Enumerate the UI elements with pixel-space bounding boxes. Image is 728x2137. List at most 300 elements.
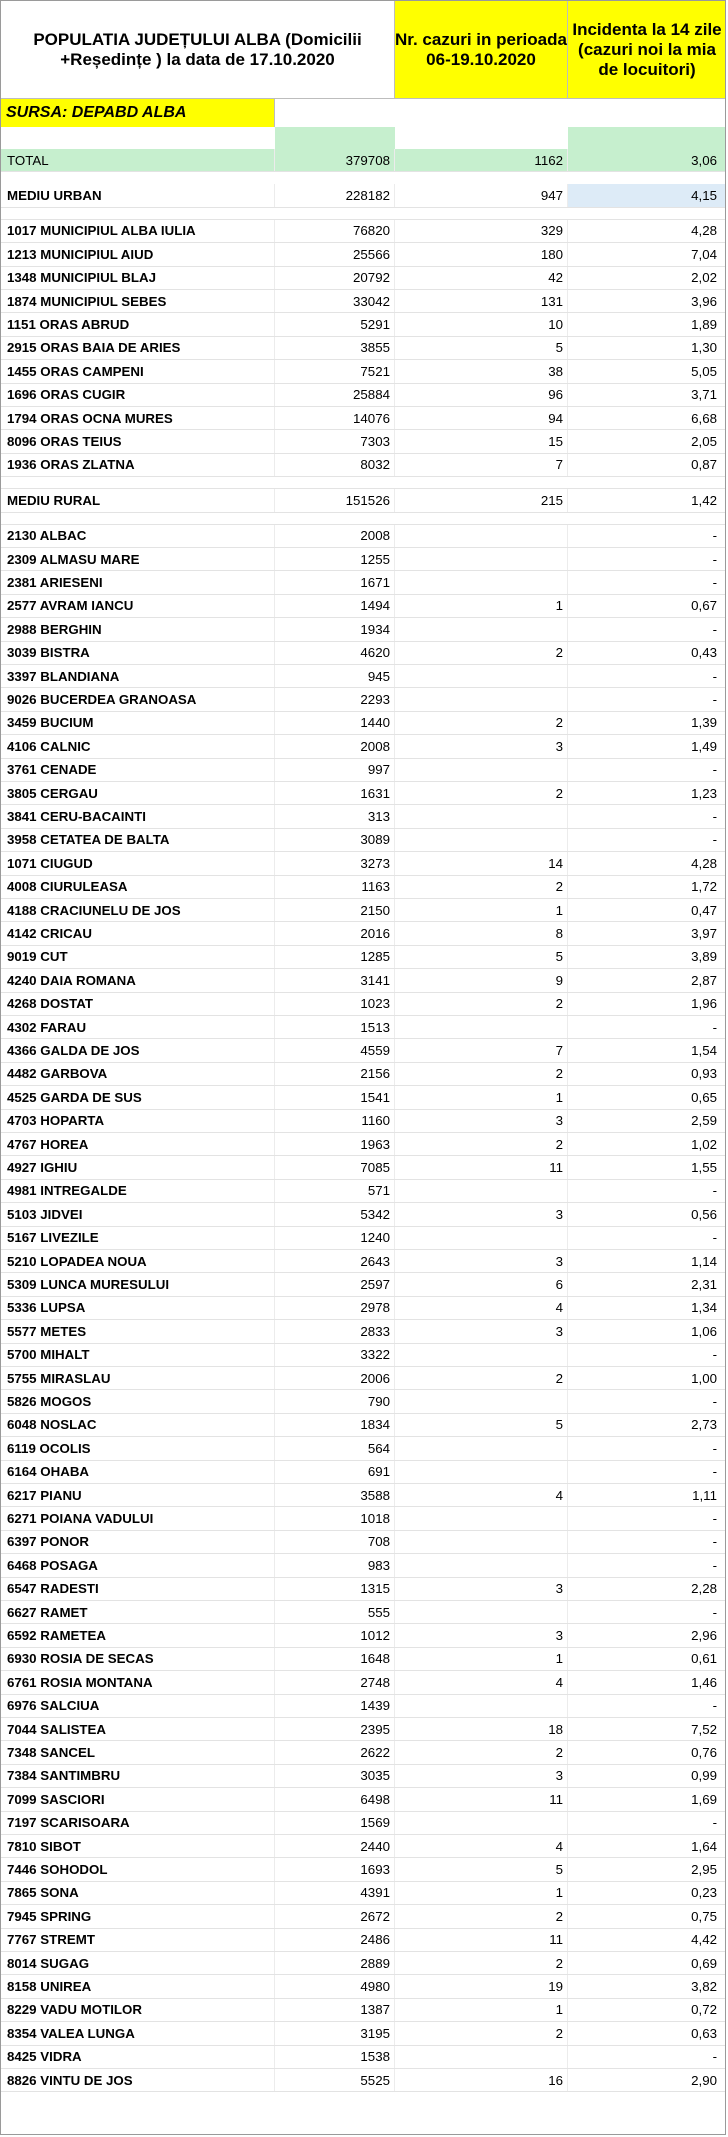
rural-row: [1, 1344, 726, 1367]
population-cell: 2833: [275, 1320, 395, 1342]
population-cell: 983: [275, 1554, 395, 1576]
cases-cell: [395, 1390, 568, 1412]
locality-cell: 7099 SASCIORI: [1, 1788, 275, 1810]
incidence-cell: 1,42: [691, 492, 717, 508]
rural-row: [1, 1882, 726, 1905]
locality-cell: 4008 CIURULEASA: [1, 876, 275, 898]
incidence-cell: 3,82: [691, 1979, 717, 1995]
cases-cell: [395, 571, 568, 593]
cases-cell: [395, 1344, 568, 1366]
cases-cell: 2: [395, 642, 568, 664]
rural-row: [1, 1507, 726, 1530]
population-cell: 228182: [275, 184, 395, 206]
rural-row: [1, 1929, 726, 1952]
incidence-cell: 1,49: [691, 738, 717, 754]
cases-cell: 3: [395, 1320, 568, 1342]
incidence-cell: 1,55: [691, 1160, 717, 1176]
rural-row: [1, 1905, 726, 1928]
urban-row: [1, 430, 726, 453]
rural-row: [1, 1437, 726, 1460]
rural-row: [1, 642, 726, 665]
population-cell: 2395: [275, 1718, 395, 1740]
incidence-cell: 1,30: [691, 340, 717, 356]
population-cell: 997: [275, 759, 395, 781]
locality-cell: 4482 GARBOVA: [1, 1063, 275, 1085]
locality-cell: 8014 SUGAG: [1, 1952, 275, 1974]
rural-row: [1, 1110, 726, 1133]
incidence-cell: 1,06: [691, 1323, 717, 1339]
locality-cell: 6119 OCOLIS: [1, 1437, 275, 1459]
urban-summary-row: [1, 184, 726, 207]
cases-cell: 3: [395, 1110, 568, 1132]
population-cell: 3322: [275, 1344, 395, 1366]
population-cell: 2016: [275, 922, 395, 944]
rural-row: [1, 829, 726, 852]
population-cell: 3035: [275, 1765, 395, 1787]
locality-cell: 2130 ALBAC: [1, 525, 275, 547]
population-cell: 2008: [275, 735, 395, 757]
population-cell: 7303: [275, 430, 395, 452]
incidence-cell: -: [712, 1230, 717, 1246]
rural-row: [1, 759, 726, 782]
cases-cell: 2: [395, 712, 568, 734]
cases-cell: 3: [395, 1203, 568, 1225]
locality-cell: 4106 CALNIC: [1, 735, 275, 757]
cases-cell: 4: [395, 1671, 568, 1693]
population-cell: 1494: [275, 595, 395, 617]
urban-row: [1, 384, 726, 407]
empty-row: [1, 513, 726, 525]
population-cell: 3588: [275, 1484, 395, 1506]
urban-row: [1, 290, 726, 313]
population-cell: 2978: [275, 1297, 395, 1319]
incidence-cell: 0,72: [691, 2002, 717, 2018]
incidence-cell: 1,00: [691, 1370, 717, 1386]
incidence-cell: -: [712, 2049, 717, 2065]
population-cell: 3195: [275, 2022, 395, 2044]
population-cell: 5525: [275, 2069, 395, 2091]
cases-cell: [395, 1554, 568, 1576]
locality-cell: 9026 BUCERDEA GRANOASA: [1, 688, 275, 710]
incidence-cell: 1,46: [691, 1674, 717, 1690]
rural-row: [1, 2069, 726, 2092]
population-cell: 1934: [275, 618, 395, 640]
cases-cell: 16: [395, 2069, 568, 2091]
incidence-cell: 0,93: [691, 1066, 717, 1082]
locality-cell: 6930 ROSIA DE SECAS: [1, 1648, 275, 1670]
rural-row: [1, 735, 726, 758]
locality-cell: 6048 NOSLAC: [1, 1414, 275, 1436]
rural-row: [1, 2046, 726, 2069]
locality-cell: 5336 LUPSA: [1, 1297, 275, 1319]
locality-cell: 8354 VALEA LUNGA: [1, 2022, 275, 2044]
cases-cell: 18: [395, 1718, 568, 1740]
cases-cell: 2: [395, 1367, 568, 1389]
locality-cell: 7384 SANTIMBRU: [1, 1765, 275, 1787]
incidence-cell: -: [712, 668, 717, 684]
incidence-cell: -: [712, 1394, 717, 1410]
rural-row: [1, 852, 726, 875]
population-cell: 555: [275, 1601, 395, 1623]
population-cell: 7085: [275, 1156, 395, 1178]
incidence-cell: -: [712, 1815, 717, 1831]
rural-row: [1, 2022, 726, 2045]
population-cell: 1963: [275, 1133, 395, 1155]
cases-cell: 3: [395, 1250, 568, 1272]
cases-cell: 4: [395, 1297, 568, 1319]
rural-row: [1, 548, 726, 571]
incidence-cell: 1,39: [691, 715, 717, 731]
population-cell: 76820: [275, 220, 395, 242]
cases-cell: [395, 1461, 568, 1483]
cases-cell: 1: [395, 1882, 568, 1904]
locality-cell: 1936 ORAS ZLATNA: [1, 454, 275, 476]
population-cell: 1440: [275, 712, 395, 734]
urban-row: [1, 243, 726, 266]
cases-cell: 1: [395, 1086, 568, 1108]
locality-cell: 1348 MUNICIPIUL BLAJ: [1, 267, 275, 289]
rural-row: [1, 1975, 726, 1998]
cases-cell: 19: [395, 1975, 568, 1997]
rural-row: [1, 618, 726, 641]
empty-row: [1, 208, 726, 220]
urban-row: [1, 454, 726, 477]
cases-cell: 3: [395, 1765, 568, 1787]
rural-row: [1, 1039, 726, 1062]
population-cell: 1693: [275, 1858, 395, 1880]
cases-cell: [395, 548, 568, 570]
cases-cell: 3: [395, 1624, 568, 1646]
cases-cell: [395, 2046, 568, 2068]
rural-row: [1, 1858, 726, 1881]
incidence-cell: 2,73: [691, 1417, 717, 1433]
locality-cell: 4240 DAIA ROMANA: [1, 969, 275, 991]
locality-cell: 8096 ORAS TEIUS: [1, 430, 275, 452]
incidence-cell: 4,28: [691, 223, 717, 239]
population-cell: 3141: [275, 969, 395, 991]
locality-cell: 7945 SPRING: [1, 1905, 275, 1927]
locality-cell: 1455 ORAS CAMPENI: [1, 360, 275, 382]
cases-cell: 329: [395, 220, 568, 242]
rural-row: [1, 1484, 726, 1507]
locality-cell: 8425 VIDRA: [1, 2046, 275, 2068]
population-cell: 1163: [275, 876, 395, 898]
cases-cell: [395, 1180, 568, 1202]
population-cell: 33042: [275, 290, 395, 312]
population-cell: 571: [275, 1180, 395, 1202]
locality-cell: 5755 MIRASLAU: [1, 1367, 275, 1389]
population-cell: 2006: [275, 1367, 395, 1389]
cases-cell: 215: [395, 489, 568, 511]
locality-cell: MEDIU URBAN: [1, 184, 275, 206]
locality-cell: 7044 SALISTEA: [1, 1718, 275, 1740]
urban-row: [1, 220, 726, 243]
locality-cell: 4142 CRICAU: [1, 922, 275, 944]
locality-cell: 6164 OHABA: [1, 1461, 275, 1483]
rural-row: [1, 1952, 726, 1975]
cases-cell: [395, 829, 568, 851]
locality-cell: 5700 MIHALT: [1, 1344, 275, 1366]
incidence-cell: 2,28: [691, 1581, 717, 1597]
locality-cell: 1071 CIUGUD: [1, 852, 275, 874]
locality-cell: 4703 HOPARTA: [1, 1110, 275, 1132]
urban-row: [1, 360, 726, 383]
rural-row: [1, 1390, 726, 1413]
rural-row: [1, 1367, 726, 1390]
cases-cell: 5: [395, 1858, 568, 1880]
locality-cell: 6468 POSAGA: [1, 1554, 275, 1576]
incidence-cell: 1,96: [691, 996, 717, 1012]
population-cell: 2440: [275, 1835, 395, 1857]
rural-row: [1, 1063, 726, 1086]
empty-row: [1, 477, 726, 489]
rural-row: [1, 1812, 726, 1835]
cases-cell: 94: [395, 407, 568, 429]
incidence-cell: 4,28: [691, 855, 717, 871]
cases-cell: 5: [395, 1414, 568, 1436]
cases-cell: 2: [395, 1741, 568, 1763]
incidence-cell: -: [712, 1347, 717, 1363]
incidence-cell: -: [712, 1604, 717, 1620]
rural-row: [1, 595, 726, 618]
cases-cell: 5: [395, 946, 568, 968]
incidence-cell: -: [712, 1464, 717, 1480]
incidence-cell: 0,65: [691, 1089, 717, 1105]
rural-row: [1, 525, 726, 548]
population-cell: 1240: [275, 1227, 395, 1249]
population-cell: 1255: [275, 548, 395, 570]
rural-row: [1, 1695, 726, 1718]
incidence-cell: 0,99: [691, 1768, 717, 1784]
locality-cell: 1696 ORAS CUGIR: [1, 384, 275, 406]
cases-cell: 11: [395, 1788, 568, 1810]
locality-cell: 6592 RAMETEA: [1, 1624, 275, 1646]
rural-row: [1, 969, 726, 992]
incidence-cell: 0,69: [691, 1955, 717, 1971]
rural-row: [1, 805, 726, 828]
population-cell: 5291: [275, 313, 395, 335]
population-cell: 3089: [275, 829, 395, 851]
cases-cell: 1: [395, 1999, 568, 2021]
rural-row: [1, 946, 726, 969]
cases-cell: 96: [395, 384, 568, 406]
cases-cell: [395, 1227, 568, 1249]
locality-cell: 4366 GALDA DE JOS: [1, 1039, 275, 1061]
incidence-cell: 2,02: [691, 270, 717, 286]
total-row: [1, 149, 726, 172]
rural-row: [1, 876, 726, 899]
incidence-cell: 5,05: [691, 363, 717, 379]
locality-cell: 7446 SOHODOL: [1, 1858, 275, 1880]
cases-cell: 7: [395, 454, 568, 476]
rural-row: [1, 1156, 726, 1179]
cases-cell: [395, 1507, 568, 1529]
population-cell: 1569: [275, 1812, 395, 1834]
locality-cell: 1151 ORAS ABRUD: [1, 313, 275, 335]
incidence-cell: 2,95: [691, 1862, 717, 1878]
population-cell: 6498: [275, 1788, 395, 1810]
cases-cell: 947: [395, 184, 568, 206]
incidence-cell: -: [712, 1557, 717, 1573]
locality-cell: 9019 CUT: [1, 946, 275, 968]
incidence-cell: 0,47: [691, 902, 717, 918]
population-cell: 1018: [275, 1507, 395, 1529]
rural-row: [1, 712, 726, 735]
locality-cell: 7197 SCARISOARA: [1, 1812, 275, 1834]
population-cell: 4620: [275, 642, 395, 664]
locality-cell: 8826 VINTU DE JOS: [1, 2069, 275, 2091]
cases-cell: [395, 1695, 568, 1717]
locality-cell: 3841 CERU-BACAINTI: [1, 805, 275, 827]
incidence-cell: -: [712, 762, 717, 778]
population-cell: 2889: [275, 1952, 395, 1974]
population-cell: 564: [275, 1437, 395, 1459]
rural-row: [1, 1320, 726, 1343]
cases-cell: 14: [395, 852, 568, 874]
incidence-cell: -: [712, 621, 717, 637]
population-cell: 1648: [275, 1648, 395, 1670]
incidence-cell: 4,15: [568, 184, 726, 206]
population-cell: 1671: [275, 571, 395, 593]
cases-cell: 7: [395, 1039, 568, 1061]
incidence-cell: 0,76: [691, 1745, 717, 1761]
locality-cell: 1017 MUNICIPIUL ALBA IULIA: [1, 220, 275, 242]
incidence-cell: -: [712, 1698, 717, 1714]
rural-row: [1, 1227, 726, 1250]
rural-row: [1, 1414, 726, 1437]
cases-cell: 11: [395, 1156, 568, 1178]
population-cell: 2597: [275, 1273, 395, 1295]
incidence-cell: 6,68: [691, 410, 717, 426]
incidence-cell: 3,97: [691, 926, 717, 942]
locality-cell: 5103 JIDVEI: [1, 1203, 275, 1225]
rural-row: [1, 1624, 726, 1647]
cases-cell: 6: [395, 1273, 568, 1295]
incidence-cell: 4,42: [691, 1932, 717, 1948]
population-cell: 151526: [275, 489, 395, 511]
rural-summary-row: [1, 489, 726, 512]
locality-cell: 4981 INTREGALDE: [1, 1180, 275, 1202]
incidence-cell: 0,61: [691, 1651, 717, 1667]
header-fill: [568, 127, 726, 149]
locality-cell: 5167 LIVEZILE: [1, 1227, 275, 1249]
rural-row: [1, 1297, 726, 1320]
urban-row: [1, 337, 726, 360]
cases-cell: 1162: [395, 149, 568, 171]
rural-row: [1, 1086, 726, 1109]
incidence-cell: 0,67: [691, 598, 717, 614]
locality-cell: 3761 CENADE: [1, 759, 275, 781]
locality-cell: 5577 METES: [1, 1320, 275, 1342]
population-cell: 4559: [275, 1039, 395, 1061]
urban-row: [1, 313, 726, 336]
incidence-cell: 0,43: [691, 645, 717, 661]
cases-cell: [395, 1601, 568, 1623]
rural-row: [1, 1273, 726, 1296]
cases-cell: [395, 805, 568, 827]
incidence-cell: 1,34: [691, 1300, 717, 1316]
cases-cell: 180: [395, 243, 568, 265]
incidence-cell: -: [712, 692, 717, 708]
incidence-cell: 3,06: [691, 152, 717, 168]
population-cell: 3273: [275, 852, 395, 874]
incidence-cell: -: [712, 575, 717, 591]
incidence-cell: 1,14: [691, 1253, 717, 1269]
population-cell: 313: [275, 805, 395, 827]
cases-cell: 9: [395, 969, 568, 991]
rural-row: [1, 1788, 726, 1811]
incidence-cell: 1,64: [691, 1838, 717, 1854]
locality-cell: 6547 RADESTI: [1, 1578, 275, 1600]
population-cell: 1439: [275, 1695, 395, 1717]
header-population: POPULATIA JUDEȚULUI ALBA (Domicilii +Reședințe ) la data de 17.10.2020: [1, 1, 395, 99]
incidence-cell: 0,56: [691, 1206, 717, 1222]
population-cell: 7521: [275, 360, 395, 382]
incidence-cell: -: [712, 832, 717, 848]
cases-cell: 42: [395, 267, 568, 289]
rural-row: [1, 1648, 726, 1671]
locality-cell: 6397 PONOR: [1, 1531, 275, 1553]
cases-cell: [395, 1437, 568, 1459]
urban-row: [1, 267, 726, 290]
locality-cell: 7348 SANCEL: [1, 1741, 275, 1763]
population-cell: 1285: [275, 946, 395, 968]
population-cell: 2156: [275, 1063, 395, 1085]
cases-cell: 2: [395, 2022, 568, 2044]
rural-row: [1, 1671, 726, 1694]
cases-cell: 2: [395, 782, 568, 804]
incidence-cell: -: [712, 1511, 717, 1527]
locality-cell: 1874 MUNICIPIUL SEBES: [1, 290, 275, 312]
rural-row: [1, 1016, 726, 1039]
population-cell: 14076: [275, 407, 395, 429]
incidence-cell: 1,11: [692, 1487, 717, 1503]
incidence-cell: 3,89: [691, 949, 717, 965]
locality-cell: 2577 AVRAM IANCU: [1, 595, 275, 617]
population-cell: 1538: [275, 2046, 395, 2068]
population-cell: 4391: [275, 1882, 395, 1904]
cases-cell: [395, 618, 568, 640]
rural-row: [1, 1461, 726, 1484]
source-label: SURSA: DEPABD ALBA: [1, 99, 275, 127]
incidence-cell: 0,87: [691, 457, 717, 473]
population-cell: 945: [275, 665, 395, 687]
locality-cell: 4268 DOSTAT: [1, 993, 275, 1015]
incidence-cell: 2,87: [691, 972, 717, 988]
locality-cell: 5309 LUNCA MURESULUI: [1, 1273, 275, 1295]
population-cell: 1023: [275, 993, 395, 1015]
incidence-cell: -: [712, 809, 717, 825]
population-cell: 2748: [275, 1671, 395, 1693]
population-cell: 1541: [275, 1086, 395, 1108]
locality-cell: 3397 BLANDIANA: [1, 665, 275, 687]
population-cell: 1160: [275, 1110, 395, 1132]
population-cell: 790: [275, 1390, 395, 1412]
cases-cell: 3: [395, 1578, 568, 1600]
incidence-cell: 1,02: [691, 1136, 717, 1152]
locality-cell: 2915 ORAS BAIA DE ARIES: [1, 337, 275, 359]
locality-cell: 4302 FARAU: [1, 1016, 275, 1038]
locality-cell: 2988 BERGHIN: [1, 618, 275, 640]
incidence-cell: 2,59: [691, 1113, 717, 1129]
locality-cell: 1213 MUNICIPIUL AIUD: [1, 243, 275, 265]
population-cell: 20792: [275, 267, 395, 289]
incidence-cell: 1,69: [691, 1791, 717, 1807]
locality-cell: 7865 SONA: [1, 1882, 275, 1904]
population-cell: 708: [275, 1531, 395, 1553]
cases-cell: 3: [395, 735, 568, 757]
cases-cell: 2: [395, 1905, 568, 1927]
